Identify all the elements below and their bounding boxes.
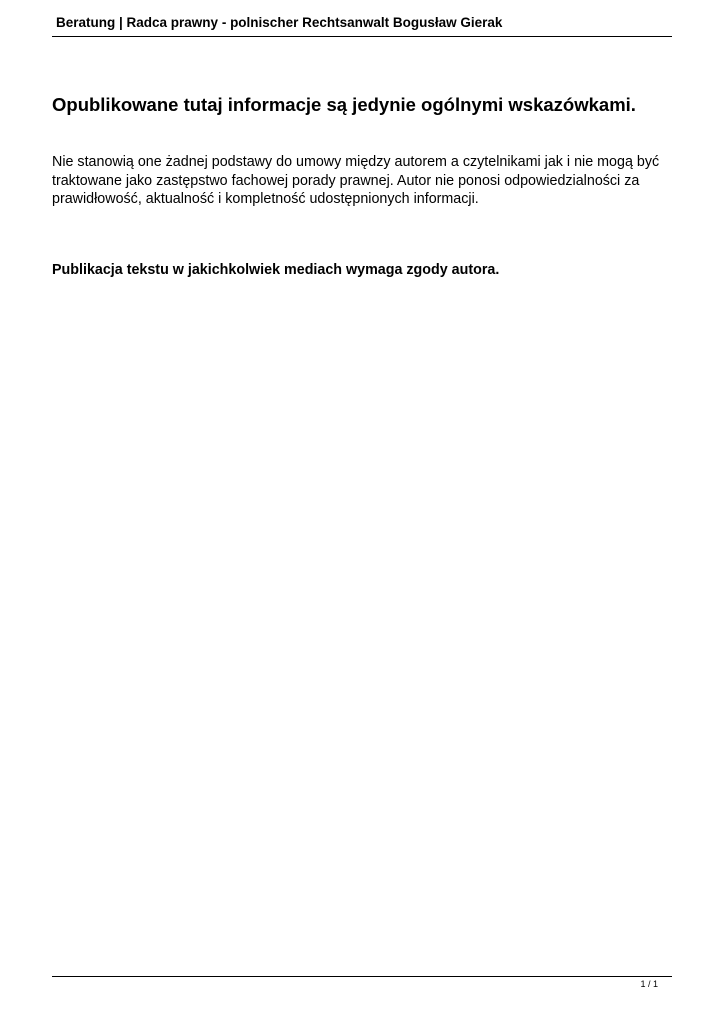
main-heading: Opublikowane tutaj informacje są jedynie ogólnymi wskazówkami.: [52, 94, 636, 115]
main-content: [52, 94, 677, 279]
header-title: Beratung | Radca prawny - polnischer Rechtsanwalt Bogusław Gierak: [56, 15, 503, 30]
page-header: [52, 0, 672, 37]
page-footer: [52, 976, 672, 989]
page-number: 1 / 1: [640, 979, 658, 989]
disclaimer-paragraph: Nie stanowią one żadnej podstawy do umowy między autorem a czytelnikami jak i nie mogą być traktowane jako zastępstwo fachowej porady prawnej. Autor nie ponosi odpowiedzialności za prawidłowość, aktualność i kompletność udostępnionych informacji.: [52, 154, 660, 207]
publication-notice: Publikacja tekstu w jakichkolwiek mediach wymaga zgody autora.: [52, 261, 500, 278]
